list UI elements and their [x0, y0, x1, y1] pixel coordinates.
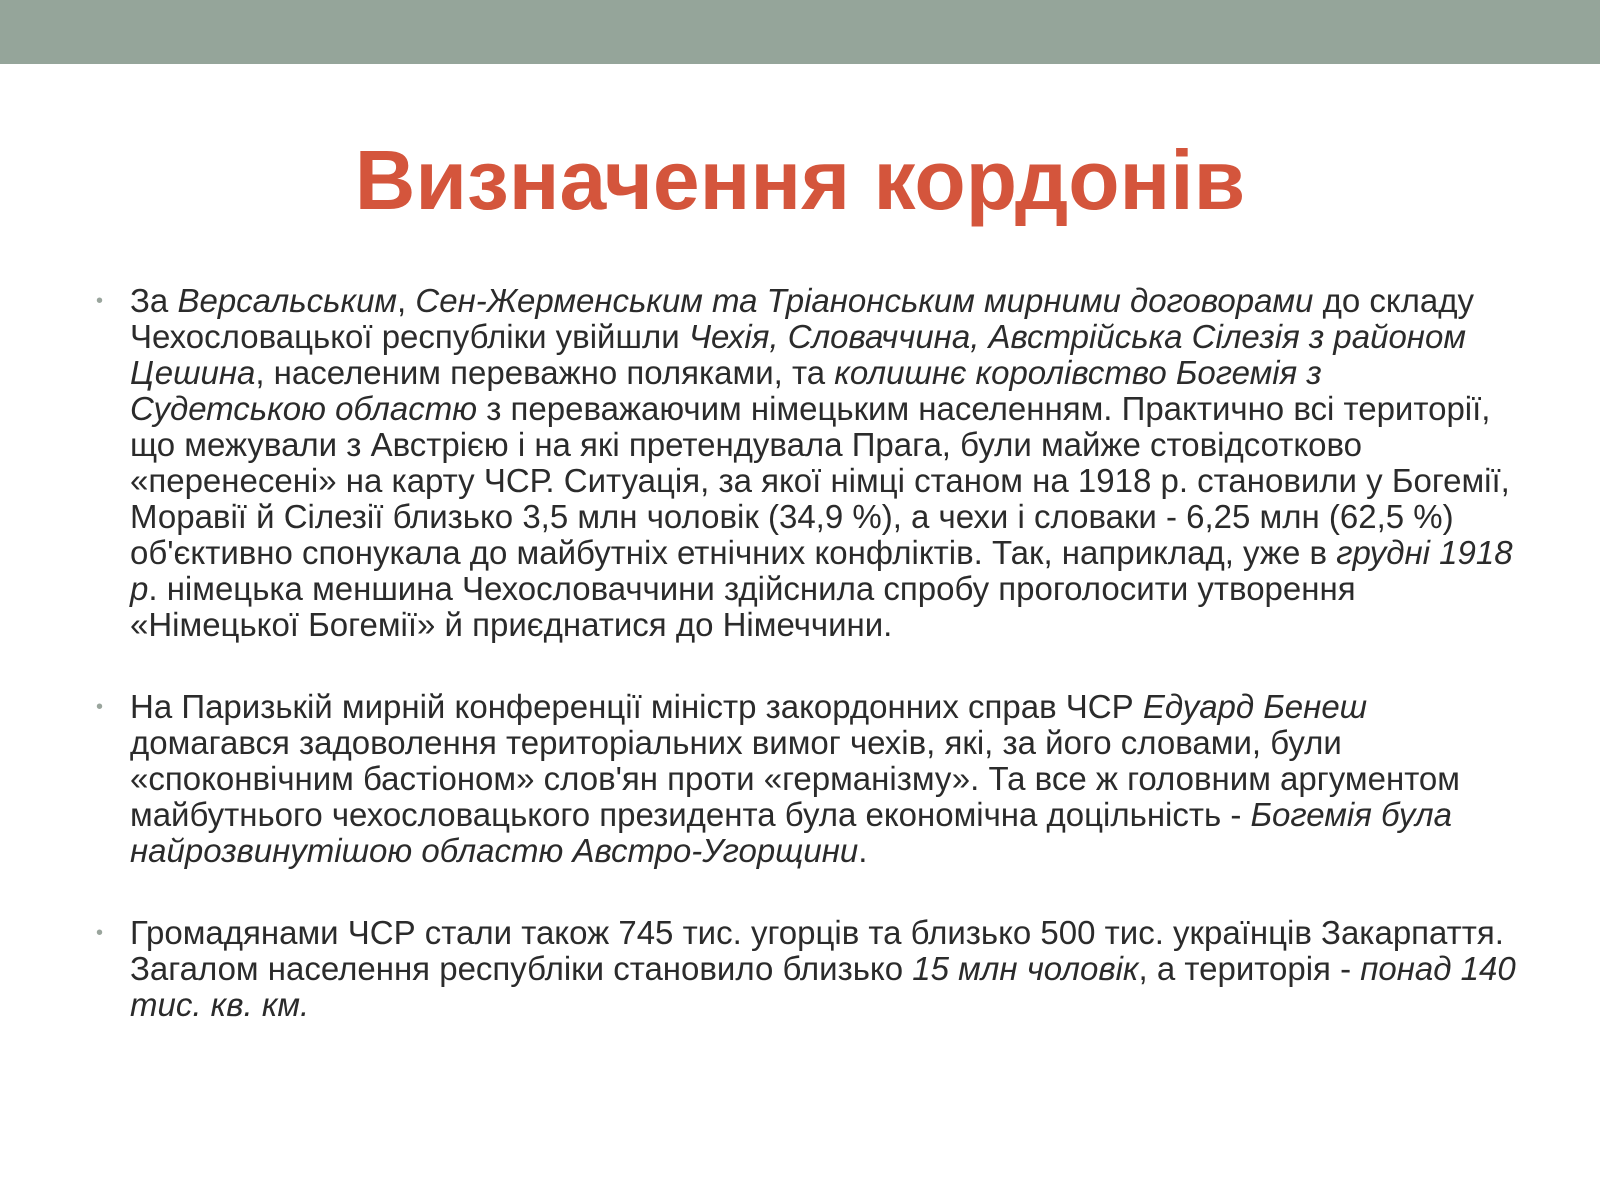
bullet-list [96, 283, 1516, 1023]
text-segment: Громадянами ЧСР стали також 745 тис. угорців та близько 500 тис. українців Закарпаття. Загалом населення республіки становило близько [130, 914, 1504, 987]
top-accent-bar [0, 0, 1600, 64]
text-segment: з переважаючим німецьким населенням. Практично всі території, що межували з Австрією і на які претендувала Прага, були майже стовідсотково «перенесені» на карту ЧСР. Ситуація, за якої німці станом на 1918 р. становили у Богемії, Моравії й Сілезії близько 3,5 млн чоловік (34,9 %), а чехи і словаки - 6,25 млн (62,5 %) об'єктивно спонукала до майбутніх етнічних конфліктів. Так, наприклад, уже в [130, 390, 1510, 571]
bullet-item [96, 283, 1516, 643]
text-segment-italic: Чехія, Словаччина, Австрійська Сілезія з районом Цешина [130, 318, 1466, 391]
text-segment: , а територія - [1138, 950, 1361, 987]
bullet-dot-icon: • [96, 922, 104, 944]
slide-title: Визначення кордонів [354, 133, 1246, 227]
bullet-dot-icon: • [96, 290, 104, 312]
text-segment: до складу Чехословацької республіки увійшли [130, 282, 1475, 355]
text-segment: , [397, 282, 416, 319]
text-segment: . німецька меншина Чехословаччини здійснила спробу проголосити утворення «Німецької Богемії» й приєднатися до Німеччини. [130, 570, 1356, 643]
text-segment-italic: понад 140 тис. кв. км. [130, 950, 1516, 1023]
text-segment-italic: Едуард Бенеш [1142, 688, 1368, 725]
bullet-text [130, 282, 1513, 643]
text-segment: . [858, 832, 868, 869]
bullet-text [130, 688, 1460, 869]
bullet-item [96, 915, 1516, 1023]
text-segment-italic: Версальським [177, 282, 398, 319]
text-segment: На Паризькій мирній конференції міністр закордонних справ ЧСР [130, 688, 1143, 725]
text-segment: , населеним переважно поляками, та [255, 354, 835, 391]
bullet-dot-icon: • [96, 696, 104, 718]
text-segment: домагався задоволення територіальних вимог чехів, які, за його словами, були «споконвічним бастіоном» слов'ян проти «германізму». Та все ж головним аргументом майбутнього чехословацького президента була економічна доцільність - [130, 724, 1460, 833]
text-segment-italic: Богемія була найрозвинутішою областю Австро-Угорщини [130, 796, 1452, 869]
text-segment: За [130, 282, 178, 319]
text-segment-italic: Сен-Жерменським та Тріанонським мирними договорами [415, 282, 1314, 319]
text-segment-italic: грудні 1918 р [130, 534, 1513, 607]
bullet-text [130, 914, 1516, 1023]
text-segment-italic: 15 млн чоловік [912, 950, 1139, 987]
text-segment-italic: колишнє королівство Богемія з Судетською областю [130, 354, 1322, 427]
bullet-item [96, 689, 1516, 869]
